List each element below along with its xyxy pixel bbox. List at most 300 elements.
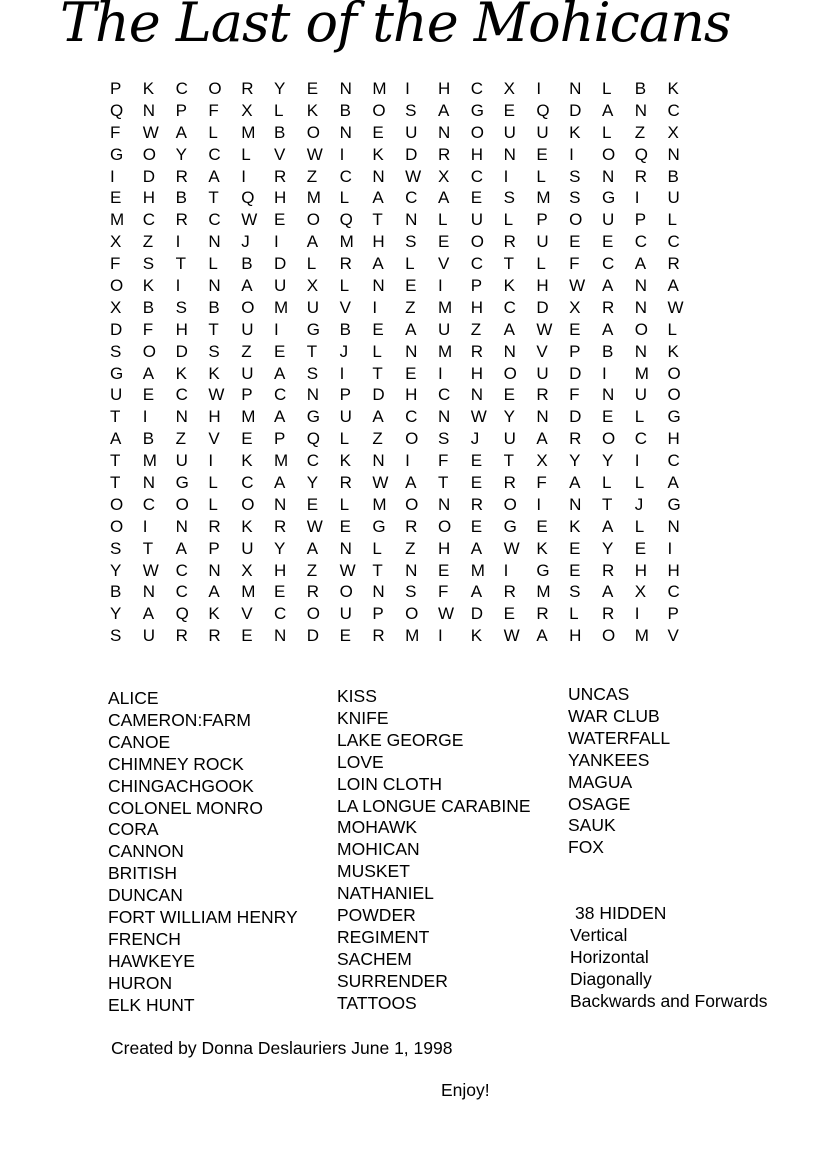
grid-cell[interactable]: K	[241, 516, 253, 536]
grid-cell[interactable]: V	[208, 429, 220, 449]
grid-cell[interactable]: U	[339, 604, 352, 624]
grid-cell[interactable]: E	[536, 144, 548, 164]
grid-cell[interactable]: P	[634, 210, 647, 230]
grid-cell[interactable]: N	[208, 560, 221, 580]
grid-cell[interactable]: S	[405, 582, 417, 602]
grid-cell[interactable]: M	[273, 451, 289, 471]
grid-cell[interactable]: K	[569, 122, 581, 142]
grid-cell[interactable]: U	[339, 407, 352, 427]
grid-cell[interactable]: X	[437, 166, 450, 186]
grid-cell[interactable]: B	[241, 254, 253, 274]
grid-cell[interactable]: M	[536, 188, 551, 208]
grid-cell[interactable]: E	[372, 122, 384, 142]
grid-cell[interactable]: A	[372, 407, 384, 427]
grid-cell[interactable]: Y	[601, 451, 614, 471]
grid-cell[interactable]: N	[437, 494, 451, 514]
grid-cell[interactable]: I	[437, 363, 443, 383]
grid-cell[interactable]: H	[437, 538, 451, 558]
grid-cell[interactable]: C	[241, 473, 254, 493]
grid-cell[interactable]: N	[306, 385, 320, 405]
grid-cell[interactable]: A	[470, 582, 483, 602]
grid-cell[interactable]: U	[536, 232, 549, 252]
grid-cell[interactable]: N	[339, 122, 352, 142]
grid-cell[interactable]: R	[273, 516, 287, 536]
grid-cell[interactable]: E	[569, 319, 581, 339]
grid-cell[interactable]: U	[470, 210, 484, 230]
grid-cell[interactable]: Y	[110, 560, 122, 580]
grid-cell[interactable]: E	[339, 626, 351, 646]
grid-cell[interactable]: S	[405, 232, 417, 252]
grid-cell[interactable]: K	[208, 363, 220, 383]
grid-cell[interactable]: O	[110, 516, 124, 536]
grid-cell[interactable]: D	[405, 144, 418, 164]
grid-cell[interactable]: A	[405, 319, 417, 339]
grid-cell[interactable]: C	[503, 297, 516, 317]
grid-cell[interactable]: R	[503, 582, 516, 602]
grid-cell[interactable]: A	[208, 582, 220, 602]
grid-cell[interactable]: E	[405, 363, 417, 383]
grid-cell[interactable]: W	[405, 166, 422, 186]
grid-cell[interactable]: H	[273, 560, 287, 580]
grid-cell[interactable]: R	[601, 604, 615, 624]
grid-cell[interactable]: K	[667, 341, 679, 361]
grid-cell[interactable]: G	[175, 473, 189, 493]
grid-cell[interactable]: W	[437, 604, 455, 624]
grid-cell[interactable]: R	[503, 473, 516, 493]
grid-cell[interactable]: D	[372, 385, 385, 405]
grid-cell[interactable]: X	[241, 100, 253, 120]
grid-cell[interactable]: B	[601, 341, 614, 361]
grid-cell[interactable]: B	[208, 297, 220, 317]
grid-cell[interactable]: Q	[306, 429, 321, 449]
grid-cell[interactable]: N	[372, 276, 385, 296]
grid-cell[interactable]: P	[569, 341, 581, 361]
grid-cell[interactable]: T	[437, 473, 449, 493]
grid-cell[interactable]: U	[536, 122, 549, 142]
grid-cell[interactable]: N	[405, 560, 418, 580]
grid-cell[interactable]: I	[339, 363, 345, 383]
grid-cell[interactable]: M	[241, 122, 256, 142]
grid-cell[interactable]: U	[667, 188, 680, 208]
grid-cell[interactable]: U	[175, 451, 188, 471]
grid-cell[interactable]: O	[208, 79, 222, 98]
grid-cell[interactable]: N	[569, 494, 582, 514]
grid-cell[interactable]: H	[405, 385, 418, 405]
grid-cell[interactable]: V	[667, 626, 679, 646]
grid-cell[interactable]: C	[208, 144, 221, 164]
grid-cell[interactable]: C	[405, 188, 418, 208]
grid-cell[interactable]: R	[536, 604, 549, 624]
grid-cell[interactable]: Y	[503, 407, 515, 427]
grid-cell[interactable]: H	[208, 407, 221, 427]
grid-cell[interactable]: N	[175, 407, 188, 427]
grid-cell[interactable]: Y	[569, 451, 581, 471]
grid-cell[interactable]: U	[142, 626, 156, 646]
grid-cell[interactable]: L	[634, 473, 645, 493]
grid-cell[interactable]: G	[601, 188, 616, 208]
grid-cell[interactable]: G	[503, 516, 517, 536]
grid-cell[interactable]: I	[142, 516, 148, 536]
grid-cell[interactable]: N	[405, 341, 418, 361]
grid-cell[interactable]: Z	[306, 166, 318, 186]
grid-cell[interactable]: L	[536, 166, 546, 186]
grid-cell[interactable]: E	[601, 407, 614, 427]
grid-cell[interactable]: M	[372, 494, 387, 514]
grid-cell[interactable]: S	[306, 363, 319, 383]
grid-cell[interactable]: L	[306, 254, 317, 274]
grid-cell[interactable]: K	[241, 451, 253, 471]
grid-cell[interactable]: A	[569, 473, 581, 493]
grid-cell[interactable]: M	[437, 297, 453, 317]
grid-cell[interactable]: Q	[634, 144, 648, 164]
grid-cell[interactable]: T	[110, 407, 121, 427]
grid-cell[interactable]: I	[536, 494, 542, 514]
grid-cell[interactable]: A	[175, 122, 187, 142]
grid-cell[interactable]: N	[372, 166, 385, 186]
grid-cell[interactable]: H	[470, 297, 484, 317]
grid-cell[interactable]: L	[208, 473, 218, 493]
grid-cell[interactable]: A	[536, 429, 548, 449]
grid-cell[interactable]: L	[339, 188, 350, 208]
grid-cell[interactable]: D	[175, 341, 188, 361]
grid-cell[interactable]: L	[503, 210, 514, 230]
grid-cell[interactable]: O	[339, 582, 353, 602]
grid-cell[interactable]: M	[142, 451, 157, 471]
grid-cell[interactable]: A	[175, 538, 187, 558]
grid-cell[interactable]: I	[175, 276, 181, 296]
grid-cell[interactable]: L	[339, 429, 350, 449]
grid-cell[interactable]: A	[405, 473, 417, 493]
grid-cell[interactable]: S	[405, 100, 417, 120]
grid-cell[interactable]: R	[208, 626, 221, 646]
grid-cell[interactable]: K	[306, 100, 319, 120]
grid-cell[interactable]: M	[273, 297, 289, 317]
grid-cell[interactable]: C	[339, 166, 352, 186]
grid-cell[interactable]: U	[536, 363, 549, 383]
grid-cell[interactable]: C	[175, 582, 188, 602]
grid-cell[interactable]: N	[273, 494, 287, 514]
grid-cell[interactable]: A	[634, 254, 647, 274]
grid-cell[interactable]: F	[536, 473, 547, 493]
grid-cell[interactable]: L	[601, 473, 612, 493]
grid-cell[interactable]: X	[569, 297, 581, 317]
grid-cell[interactable]: H	[536, 276, 549, 296]
grid-cell[interactable]: R	[241, 79, 254, 98]
grid-cell[interactable]: P	[273, 429, 286, 449]
grid-cell[interactable]: D	[569, 407, 582, 427]
grid-cell[interactable]: Z	[175, 429, 186, 449]
grid-cell[interactable]: D	[470, 604, 484, 624]
grid-cell[interactable]: B	[667, 166, 679, 186]
grid-cell[interactable]: C	[667, 232, 680, 252]
grid-cell[interactable]: G	[110, 363, 124, 383]
grid-cell[interactable]: R	[306, 582, 320, 602]
grid-cell[interactable]: O	[241, 297, 255, 317]
grid-cell[interactable]: L	[601, 122, 612, 142]
grid-cell[interactable]: N	[208, 232, 221, 252]
grid-cell[interactable]: U	[601, 210, 615, 230]
grid-cell[interactable]: L	[405, 254, 415, 274]
grid-cell[interactable]: N	[667, 516, 680, 536]
grid-cell[interactable]: H	[470, 363, 484, 383]
grid-cell[interactable]: T	[503, 451, 514, 471]
grid-cell[interactable]: E	[536, 516, 548, 536]
grid-cell[interactable]: O	[241, 494, 255, 514]
grid-cell[interactable]: M	[241, 582, 256, 602]
grid-cell[interactable]: S	[110, 538, 122, 558]
grid-cell[interactable]: H	[437, 79, 451, 98]
grid-cell[interactable]: N	[437, 407, 451, 427]
grid-cell[interactable]: H	[667, 429, 680, 449]
grid-cell[interactable]: I	[372, 297, 378, 317]
grid-cell[interactable]: F	[437, 582, 449, 602]
grid-cell[interactable]: L	[667, 319, 678, 339]
grid-cell[interactable]: P	[175, 100, 187, 120]
grid-cell[interactable]: A	[273, 473, 286, 493]
grid-cell[interactable]: G	[372, 516, 386, 536]
grid-cell[interactable]: O	[470, 232, 484, 252]
grid-cell[interactable]: I	[634, 451, 640, 471]
grid-cell[interactable]: A	[601, 100, 614, 120]
grid-cell[interactable]: A	[306, 232, 319, 252]
grid-cell[interactable]: N	[536, 407, 549, 427]
grid-cell[interactable]: Z	[306, 560, 318, 580]
grid-cell[interactable]: C	[634, 429, 648, 449]
grid-cell[interactable]: W	[503, 626, 520, 646]
grid-cell[interactable]: R	[569, 429, 582, 449]
grid-cell[interactable]: Q	[536, 100, 550, 120]
grid-cell[interactable]: R	[339, 254, 352, 274]
grid-cell[interactable]: T	[306, 341, 318, 361]
grid-cell[interactable]: I	[437, 276, 443, 296]
grid-cell[interactable]: E	[503, 100, 515, 120]
grid-cell[interactable]: F	[437, 451, 449, 471]
grid-cell[interactable]: W	[372, 473, 389, 493]
grid-cell[interactable]: Q	[110, 100, 124, 120]
grid-cell[interactable]: Y	[175, 144, 187, 164]
grid-cell[interactable]: D	[569, 100, 582, 120]
grid-cell[interactable]: N	[142, 473, 156, 493]
grid-cell[interactable]: O	[601, 429, 616, 449]
grid-cell[interactable]: C	[667, 582, 680, 602]
grid-cell[interactable]: R	[470, 341, 484, 361]
grid-cell[interactable]: E	[241, 626, 253, 646]
grid-cell[interactable]: R	[175, 166, 188, 186]
grid-cell[interactable]: T	[208, 188, 219, 208]
grid-cell[interactable]: C	[208, 210, 221, 230]
grid-cell[interactable]: B	[142, 297, 155, 317]
grid-cell[interactable]: E	[437, 560, 450, 580]
grid-cell[interactable]: W	[569, 276, 586, 296]
grid-cell[interactable]: Y	[273, 79, 286, 98]
grid-cell[interactable]: K	[208, 604, 220, 624]
grid-cell[interactable]: R	[536, 385, 549, 405]
grid-cell[interactable]: E	[470, 188, 483, 208]
grid-cell[interactable]: O	[110, 276, 124, 296]
grid-cell[interactable]: A	[241, 276, 253, 296]
grid-cell[interactable]: I	[110, 166, 115, 186]
grid-cell[interactable]: X	[110, 232, 122, 252]
grid-cell[interactable]: R	[273, 166, 287, 186]
grid-cell[interactable]: J	[339, 341, 349, 361]
grid-cell[interactable]: A	[306, 538, 319, 558]
grid-cell[interactable]: F	[208, 100, 219, 120]
grid-cell[interactable]: M	[110, 210, 125, 230]
grid-cell[interactable]: L	[569, 604, 579, 624]
grid-cell[interactable]: R	[667, 254, 680, 274]
grid-cell[interactable]: E	[273, 210, 286, 230]
grid-cell[interactable]: C	[470, 166, 484, 186]
grid-cell[interactable]: E	[634, 538, 647, 558]
grid-cell[interactable]: L	[273, 100, 284, 120]
grid-cell[interactable]: A	[437, 188, 450, 208]
grid-cell[interactable]: I	[437, 626, 443, 646]
grid-cell[interactable]: U	[110, 385, 123, 405]
grid-cell[interactable]: I	[339, 144, 345, 164]
grid-cell[interactable]: L	[208, 494, 218, 514]
grid-cell[interactable]: I	[667, 538, 673, 558]
grid-cell[interactable]: A	[273, 363, 286, 383]
grid-cell[interactable]: C	[667, 451, 680, 471]
grid-cell[interactable]: A	[601, 516, 614, 536]
grid-cell[interactable]: W	[241, 210, 258, 230]
grid-cell[interactable]: L	[634, 407, 645, 427]
grid-cell[interactable]: R	[175, 210, 188, 230]
grid-cell[interactable]: W	[667, 297, 684, 317]
grid-cell[interactable]: W	[306, 144, 323, 164]
grid-cell[interactable]: A	[437, 100, 450, 120]
grid-cell[interactable]: S	[503, 188, 515, 208]
grid-cell[interactable]: H	[273, 188, 287, 208]
grid-cell[interactable]: W	[306, 516, 323, 536]
grid-cell[interactable]: B	[142, 429, 155, 449]
grid-cell[interactable]: G	[306, 407, 321, 427]
grid-cell[interactable]: W	[503, 538, 520, 558]
grid-cell[interactable]: K	[569, 516, 581, 536]
grid-cell[interactable]: K	[142, 276, 155, 296]
grid-cell[interactable]: H	[667, 560, 680, 580]
grid-cell[interactable]: S	[142, 254, 155, 274]
grid-cell[interactable]: R	[470, 494, 484, 514]
grid-cell[interactable]: M	[634, 363, 649, 383]
grid-cell[interactable]: G	[667, 494, 681, 514]
grid-cell[interactable]: J	[470, 429, 480, 449]
letter-grid[interactable]	[110, 78, 700, 647]
grid-cell[interactable]: I	[405, 451, 410, 471]
grid-cell[interactable]: A	[503, 319, 515, 339]
grid-cell[interactable]: W	[142, 560, 159, 580]
grid-cell[interactable]: P	[372, 604, 384, 624]
grid-cell[interactable]: U	[241, 319, 254, 339]
grid-cell[interactable]: F	[569, 254, 580, 274]
grid-cell[interactable]: Q	[241, 188, 255, 208]
grid-cell[interactable]: Z	[470, 319, 482, 339]
grid-cell[interactable]: K	[142, 79, 155, 98]
grid-cell[interactable]: L	[601, 79, 612, 98]
grid-cell[interactable]: M	[405, 626, 420, 646]
grid-cell[interactable]: T	[372, 210, 383, 230]
grid-cell[interactable]: I	[569, 144, 574, 164]
grid-cell[interactable]: A	[536, 626, 548, 646]
grid-cell[interactable]: O	[306, 210, 321, 230]
grid-cell[interactable]: V	[241, 604, 253, 624]
grid-cell[interactable]: P	[536, 210, 548, 230]
grid-cell[interactable]: C	[175, 79, 188, 98]
grid-cell[interactable]: I	[634, 604, 640, 624]
grid-cell[interactable]: L	[667, 210, 678, 230]
grid-cell[interactable]: C	[142, 210, 156, 230]
grid-cell[interactable]: X	[634, 582, 647, 602]
grid-cell[interactable]: B	[339, 319, 351, 339]
grid-cell[interactable]: U	[503, 122, 516, 142]
grid-cell[interactable]: U	[306, 297, 320, 317]
grid-cell[interactable]: A	[601, 319, 614, 339]
grid-cell[interactable]: L	[437, 210, 448, 230]
grid-cell[interactable]: L	[208, 254, 218, 274]
grid-cell[interactable]: L	[241, 144, 251, 164]
grid-cell[interactable]: L	[536, 254, 546, 274]
grid-cell[interactable]: F	[110, 254, 121, 274]
grid-cell[interactable]: A	[208, 166, 220, 186]
grid-cell[interactable]: E	[405, 276, 417, 296]
grid-cell[interactable]: T	[601, 494, 613, 514]
grid-cell[interactable]: R	[339, 473, 352, 493]
grid-cell[interactable]: T	[372, 560, 383, 580]
grid-cell[interactable]: G	[306, 319, 321, 339]
grid-cell[interactable]: X	[667, 122, 679, 142]
grid-cell[interactable]: K	[372, 144, 384, 164]
grid-cell[interactable]: O	[405, 494, 419, 514]
grid-cell[interactable]: I	[175, 232, 181, 252]
grid-cell[interactable]: R	[372, 626, 385, 646]
grid-cell[interactable]: L	[339, 494, 350, 514]
grid-cell[interactable]: E	[569, 560, 581, 580]
grid-cell[interactable]: L	[339, 276, 350, 296]
grid-cell[interactable]: S	[569, 582, 581, 602]
grid-cell[interactable]: S	[569, 166, 581, 186]
grid-cell[interactable]: C	[175, 560, 188, 580]
grid-cell[interactable]: G	[110, 144, 124, 164]
grid-cell[interactable]: N	[339, 79, 352, 98]
grid-cell[interactable]: U	[405, 122, 418, 142]
grid-cell[interactable]: R	[437, 144, 451, 164]
grid-cell[interactable]: N	[339, 538, 352, 558]
grid-cell[interactable]: H	[634, 560, 648, 580]
grid-cell[interactable]: C	[470, 79, 484, 98]
grid-cell[interactable]: U	[241, 538, 254, 558]
grid-cell[interactable]: M	[634, 626, 649, 646]
grid-cell[interactable]: V	[339, 297, 351, 317]
grid-cell[interactable]: E	[470, 451, 483, 471]
grid-cell[interactable]: O	[470, 122, 484, 142]
grid-cell[interactable]: D	[273, 254, 287, 274]
grid-cell[interactable]: H	[470, 144, 484, 164]
grid-cell[interactable]: Z	[372, 429, 383, 449]
grid-cell[interactable]: B	[110, 582, 122, 602]
grid-cell[interactable]: N	[405, 210, 418, 230]
grid-cell[interactable]: Q	[175, 604, 189, 624]
grid-cell[interactable]: U	[273, 276, 287, 296]
grid-cell[interactable]: E	[503, 604, 515, 624]
grid-cell[interactable]: A	[142, 363, 155, 383]
grid-cell[interactable]: S	[208, 341, 220, 361]
grid-cell[interactable]: N	[273, 626, 287, 646]
grid-cell[interactable]: A	[601, 276, 614, 296]
grid-cell[interactable]: N	[503, 341, 516, 361]
grid-cell[interactable]: S	[110, 341, 122, 361]
grid-cell[interactable]: W	[142, 122, 159, 142]
grid-cell[interactable]: B	[634, 79, 647, 98]
